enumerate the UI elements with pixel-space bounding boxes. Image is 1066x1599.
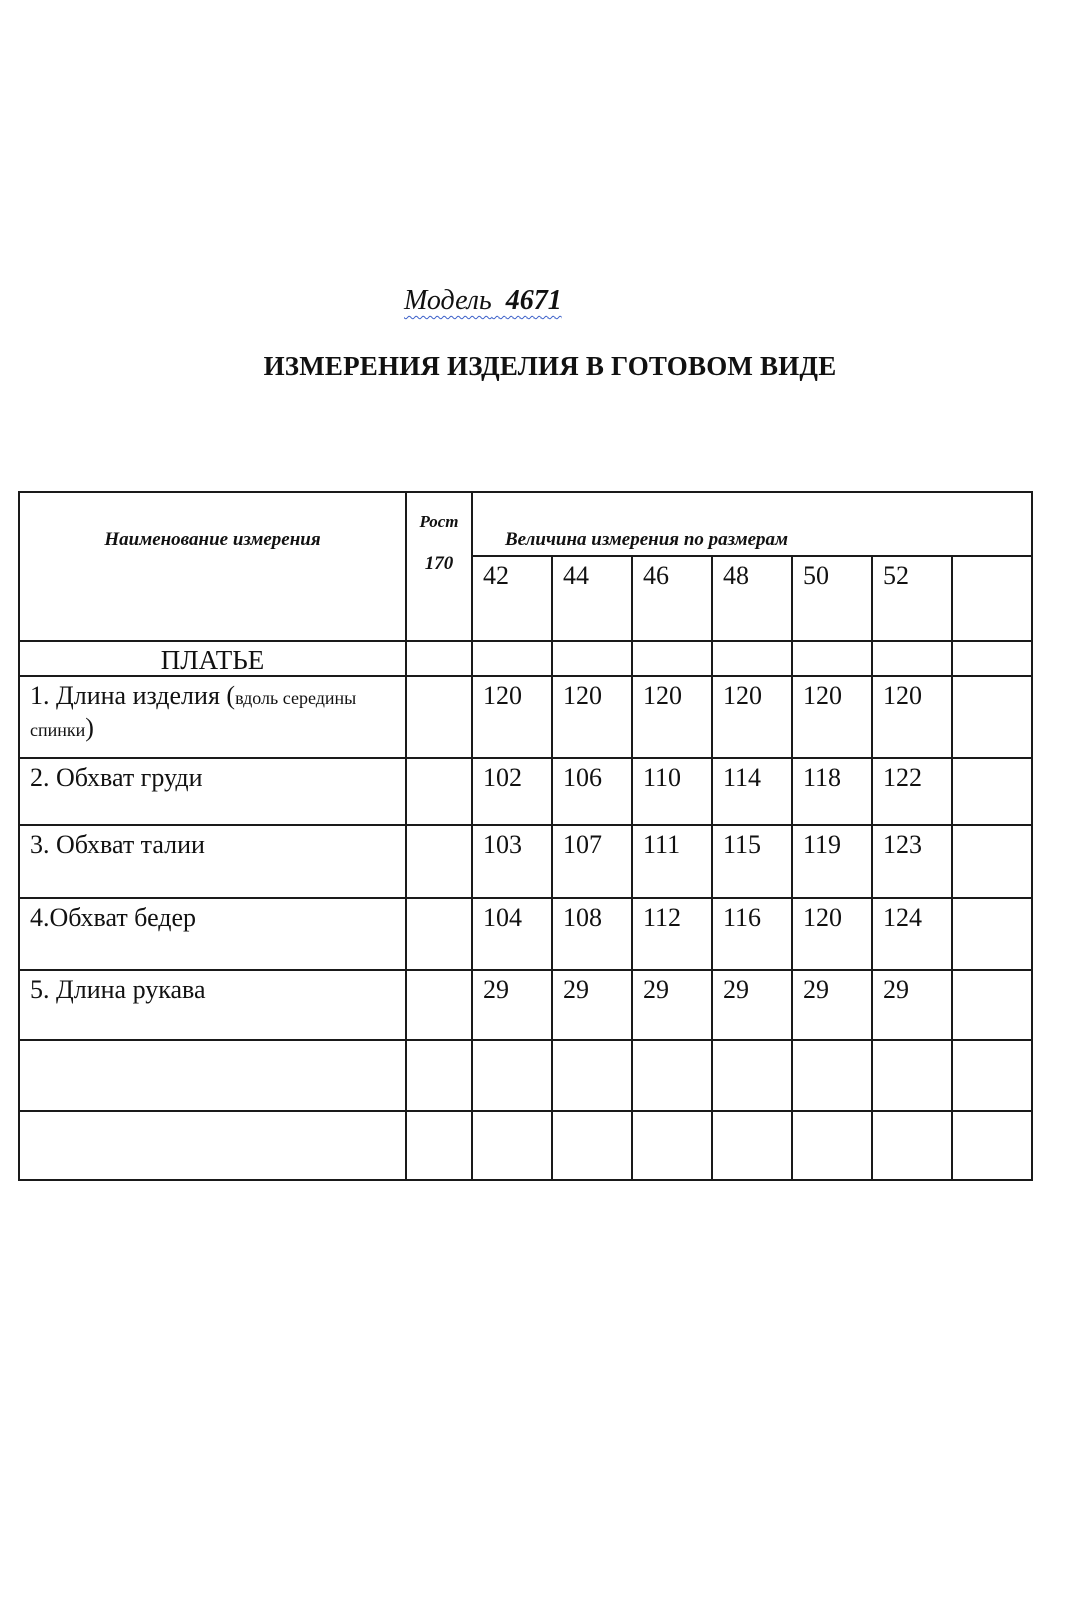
empty-cell — [712, 1111, 792, 1180]
table-row — [19, 825, 1032, 898]
table-row — [19, 676, 1032, 758]
row-label-chest: 2. Обхват груди — [19, 758, 406, 825]
model-line — [404, 285, 562, 317]
value-cell: 107 — [552, 825, 632, 898]
model-number: 4671 — [505, 285, 562, 316]
value-cell: 123 — [872, 825, 952, 898]
value-cell: 124 — [872, 898, 952, 970]
empty-row — [19, 1111, 1032, 1180]
height-cell — [406, 676, 472, 758]
row-label-length — [19, 676, 406, 758]
value-cell: 29 — [472, 970, 552, 1040]
value-cell: 110 — [632, 758, 712, 825]
empty-cell — [406, 1040, 472, 1111]
empty-cell — [632, 1040, 712, 1111]
size-header-cell: 46 — [632, 556, 712, 641]
value-cell: 120 — [632, 676, 712, 758]
empty-cell — [19, 1040, 406, 1111]
empty-cell — [952, 1111, 1032, 1180]
header-height-value: 170 — [424, 553, 454, 574]
size-header-cell: 50 — [792, 556, 872, 641]
header-height — [406, 492, 472, 641]
value-cell: 120 — [472, 676, 552, 758]
empty-cell — [406, 641, 472, 676]
empty-cell — [792, 1111, 872, 1180]
height-cell — [406, 825, 472, 898]
empty-cell — [632, 641, 712, 676]
empty-cell — [472, 1040, 552, 1111]
value-cell: 106 — [552, 758, 632, 825]
empty-cell — [552, 1111, 632, 1180]
row-label-close: ) — [85, 713, 94, 742]
row-label-note: вдоль середины спинки — [30, 688, 357, 740]
value-cell: 29 — [552, 970, 632, 1040]
size-header-cell: 44 — [552, 556, 632, 641]
empty-cell — [712, 641, 792, 676]
header-size-values: Величина измерения по размерам — [472, 492, 1032, 556]
value-cell: 120 — [872, 676, 952, 758]
empty-cell — [792, 641, 872, 676]
height-cell — [406, 758, 472, 825]
empty-cell — [552, 641, 632, 676]
value-cell: 108 — [552, 898, 632, 970]
header-measurement-name: Наименование измерения — [19, 492, 406, 641]
value-cell: 120 — [792, 898, 872, 970]
value-cell: 111 — [632, 825, 712, 898]
empty-cell — [472, 1111, 552, 1180]
table-row — [19, 758, 1032, 825]
value-cell: 120 — [712, 676, 792, 758]
row-label-hips: 4.Обхват бедер — [19, 898, 406, 970]
value-cell: 102 — [472, 758, 552, 825]
value-cell — [952, 898, 1032, 970]
value-cell: 29 — [632, 970, 712, 1040]
value-cell: 29 — [792, 970, 872, 1040]
empty-cell — [552, 1040, 632, 1111]
document-title: ИЗМЕРЕНИЯ ИЗДЕЛИЯ В ГОТОВОМ ВИДЕ — [263, 351, 837, 381]
empty-cell — [19, 1111, 406, 1180]
measurements-table — [18, 491, 1033, 1181]
empty-row — [19, 1040, 1032, 1111]
size-header-cell: 42 — [472, 556, 552, 641]
empty-cell — [872, 1111, 952, 1180]
value-cell: 29 — [872, 970, 952, 1040]
empty-cell — [792, 1040, 872, 1111]
row-label-text: 1. Длина изделия ( — [30, 681, 236, 710]
value-cell: 120 — [552, 676, 632, 758]
value-cell: 103 — [472, 825, 552, 898]
empty-cell — [952, 1040, 1032, 1111]
model-label: Модель — [404, 285, 492, 316]
value-cell: 118 — [792, 758, 872, 825]
empty-cell — [952, 641, 1032, 676]
header-height-label: Рост — [419, 512, 459, 531]
empty-cell — [872, 641, 952, 676]
table-row — [19, 898, 1032, 970]
value-cell: 104 — [472, 898, 552, 970]
empty-cell — [472, 641, 552, 676]
empty-cell — [872, 1040, 952, 1111]
value-cell: 115 — [712, 825, 792, 898]
value-cell: 120 — [792, 676, 872, 758]
size-header-cell — [952, 556, 1032, 641]
section-label: ПЛАТЬЕ — [19, 641, 406, 676]
empty-cell — [712, 1040, 792, 1111]
size-header-cell: 52 — [872, 556, 952, 641]
empty-cell — [406, 1111, 472, 1180]
section-row — [19, 641, 1032, 676]
value-cell: 112 — [632, 898, 712, 970]
height-cell — [406, 898, 472, 970]
value-cell: 116 — [712, 898, 792, 970]
size-header-cell: 48 — [712, 556, 792, 641]
value-cell: 119 — [792, 825, 872, 898]
value-cell — [952, 758, 1032, 825]
value-cell: 114 — [712, 758, 792, 825]
value-cell — [952, 970, 1032, 1040]
value-cell: 122 — [872, 758, 952, 825]
height-cell — [406, 970, 472, 1040]
row-label-sleeve: 5. Длина рукава — [19, 970, 406, 1040]
value-cell: 29 — [712, 970, 792, 1040]
empty-cell — [632, 1111, 712, 1180]
value-cell — [952, 825, 1032, 898]
value-cell — [952, 676, 1032, 758]
table-row — [19, 970, 1032, 1040]
row-label-waist: 3. Обхват талии — [19, 825, 406, 898]
